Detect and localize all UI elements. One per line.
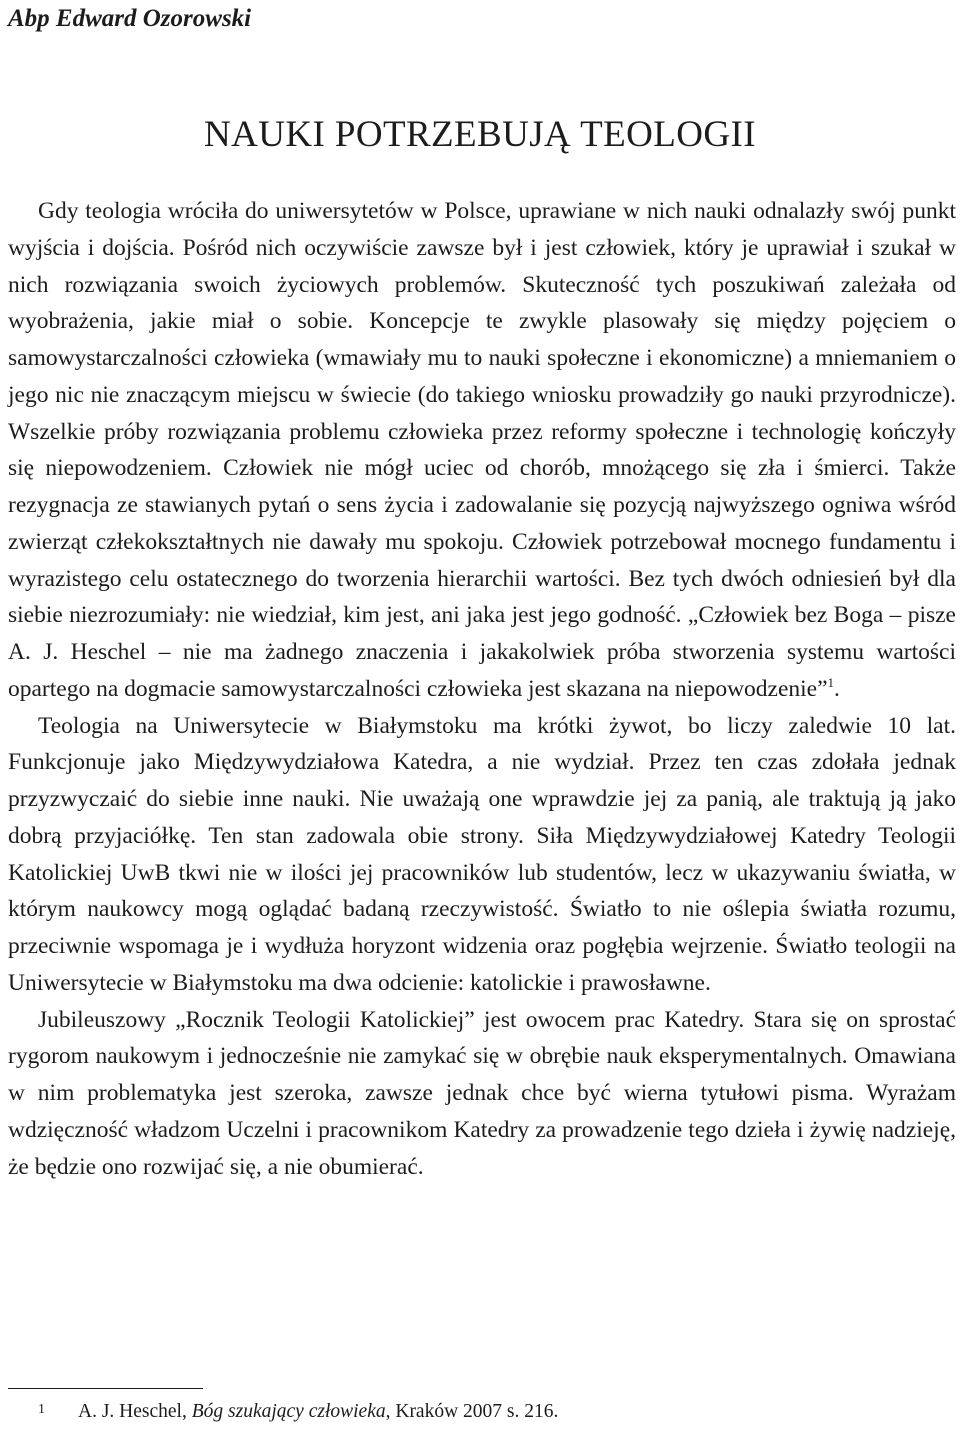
- paragraph-1-text: Gdy teologia wróciła do uniwersytetów w Polsce, uprawiane w nich nauki odnalazły swój punkt wyjścia i dojścia. Pośród nich oczywiście zawsze był i jest człowiek, który je uprawiał i szukał w nich rozwiązania swoich życiowych problemów. Skuteczność tych poszukiwań zależała od wyobrażenia, jakie miał o sobie. Koncepcje te zwykle plasowały się między pojęciem o samowystarczalności człowieka (wmawiały mu to nauki społeczne i ekonomiczne) a mniemaniem o jego nic nie znaczącym miejscu w świecie (do takiego wniosku prowadziły go nauki przyrodnicze). Wszelkie próby rozwiązania problemu człowieka przez reformy społeczne i technologię kończyły się niepowodzeniem. Człowiek nie mógł uciec od chorób, mnożącego się zła i śmierci. Także rezygnacja ze stawianych pytań o sens życia i zadowalanie się pozycją najwyższego ogniwa wśród zwierząt człekokształtnych nie dawały mu spokoju. Człowiek potrzebował mocnego fundamentu i wyrazistego celu ostatecznego do tworzenia hierarchii wartości. Bez tych dwóch odniesień był dla siebie niezrozumiały: nie wiedział, kim jest, ani jaka jest jego godność. „Człowiek bez Boga – pisze A. J. Heschel – nie ma żadnego znaczenia i jakakolwiek próba stworzenia systemu wartości opartego na dogmacie samowystarczalności człowieka jest skazana na niepowodzenie”: [8, 198, 956, 702]
- running-head-author: Abp Edward Ozorowski: [8, 5, 252, 32]
- article-body: [8, 193, 956, 1185]
- paragraph-2: Teologia na Uniwersytecie w Białymstoku ma krótki żywot, bo liczy zaledwie 10 lat. Funkcjonuje jako Międzywydziałowa Katedra, a nie wydział. Przez ten czas zdołała jednak przyzwyczaić do siebie inne nauki. Nie uważają one wprawdzie jej za panią, ale traktują ją jako dobrą przyjaciółkę. Ten stan zadowala obie strony. Siła Międzywydziałowej Katedry Teologii Katolickiej UwB tkwi nie w ilości jej pracowników lub studentów, lecz w ukazywaniu światła, w którym naukowcy mogą oglądać badaną rzeczywistość. Światło to nie oślepia światła rozumu, przeciwnie wspomaga je i wydłuża horyzont widzenia oraz pogłębia wejrzenie. Światło teologii na Uniwersytecie w Białymstoku ma dwa odcienie: katolickie i prawosławne.: [8, 712, 956, 996]
- footnote: [8, 1397, 948, 1425]
- paragraph-1-end: .: [834, 675, 840, 702]
- footnote-number: 1: [38, 1402, 45, 1417]
- footnote-separator: [8, 1388, 203, 1389]
- footnote-author: A. J. Heschel,: [78, 1401, 187, 1422]
- footnote-reference: 1: [827, 674, 835, 690]
- footnote-details: , Kraków 2007 s. 216.: [385, 1401, 559, 1422]
- paragraph-3: Jubileuszowy „Rocznik Teologii Katolickiej” jest owocem prac Katedry. Stara się on sprostać rygorom naukowym i jednocześnie nie zamykać się w obrębie nauk eksperymentalnych. Omawiana w nim problematyka jest szeroka, zawsze jednak chce być wierna tytułowi pisma. Wyrażam wdzięczność władzom Uczelni i pracownikom Katedry za prowadzenie tego dzieła i żywię nadzieję, że będzie ono rozwijać się, a nie obumierać.: [8, 1006, 956, 1180]
- footnote-work-title: Bóg szukający człowieka: [191, 1401, 386, 1422]
- article-title: NAUKI POTRZEBUJĄ TEOLOGII: [204, 114, 756, 155]
- paragraph-1: [8, 193, 956, 708]
